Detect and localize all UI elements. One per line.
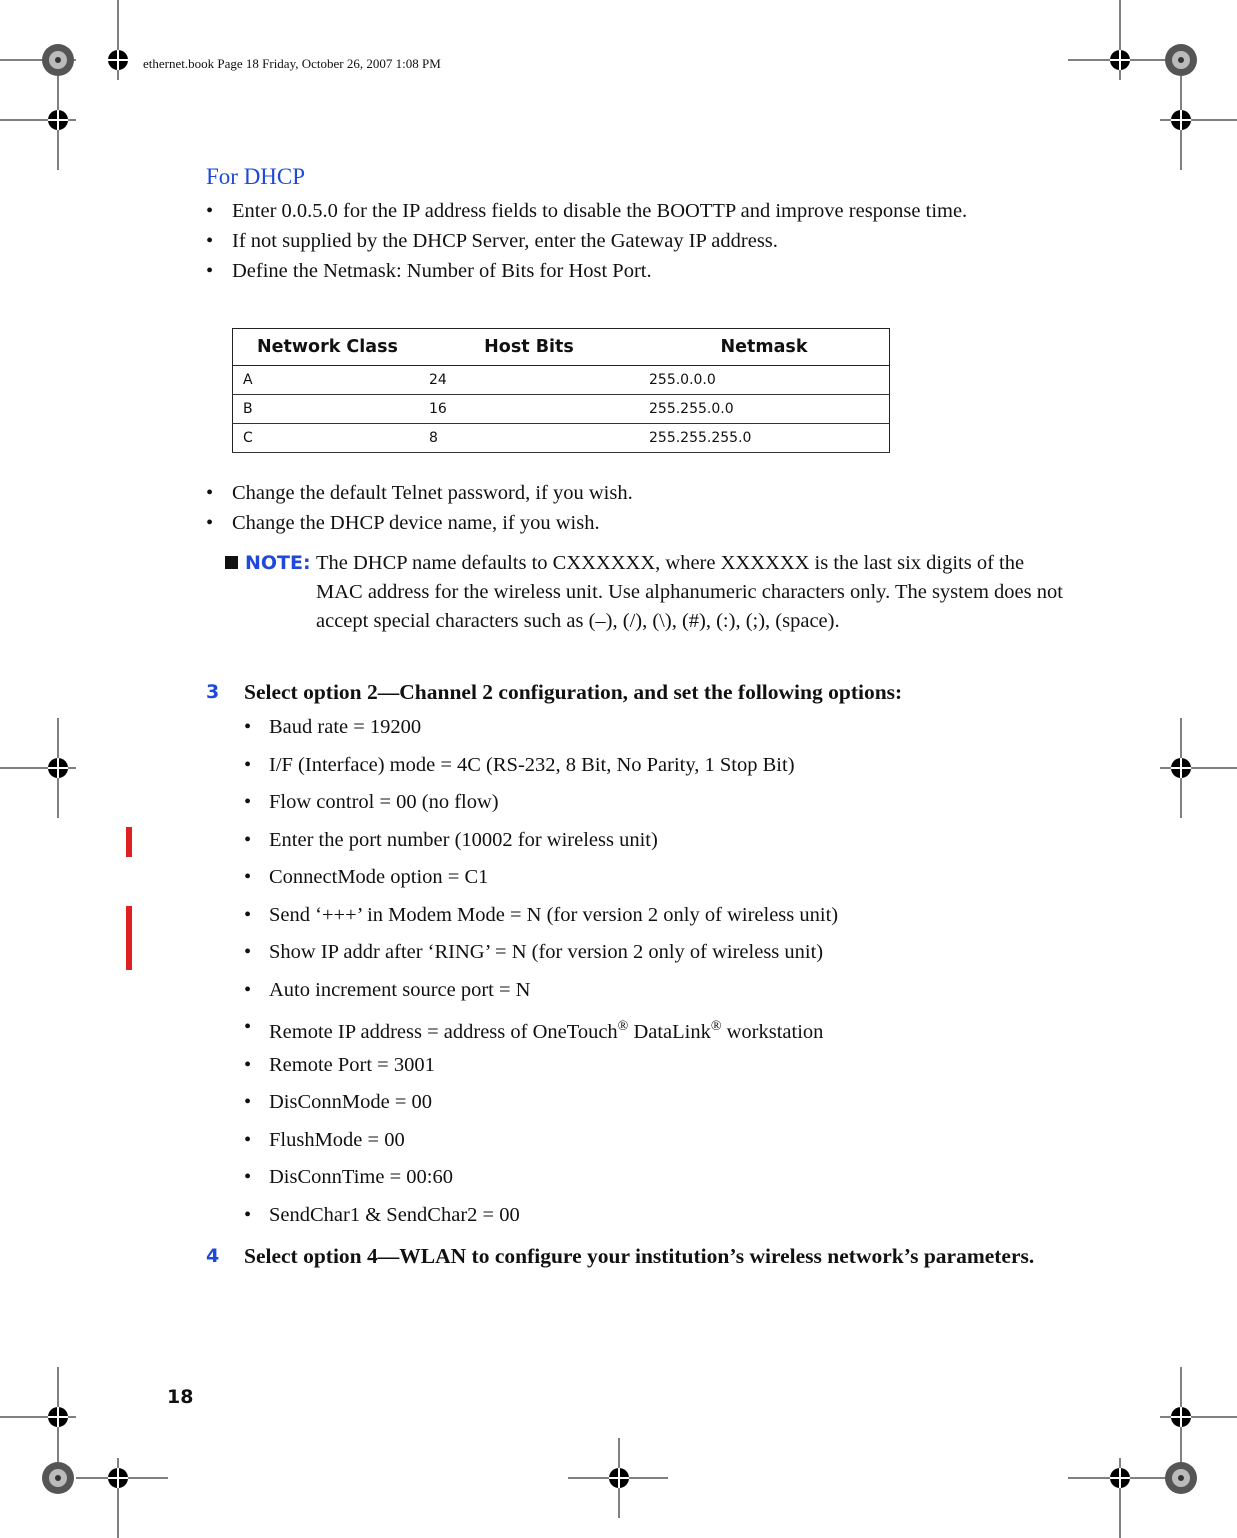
table-row — [233, 366, 890, 395]
option-item: • ConnectMode option = C1 — [244, 862, 1064, 900]
dhcp-bullet-list — [206, 196, 1066, 286]
bullet-item: • Enter 0.0.5.0 for the IP address fields to disable the BOOTTP and improve response time. — [206, 196, 1066, 226]
bullet-item: • Define the Netmask: Number of Bits for Host Port. — [206, 256, 1066, 286]
change-bar — [126, 906, 132, 970]
note-label: NOTE: — [245, 552, 311, 574]
remote-ip-suffix: workstation — [721, 1020, 824, 1043]
cell-network-class: B — [233, 395, 420, 424]
table-header-row — [233, 329, 890, 366]
print-header-stamp: ethernet.book Page 18 Friday, October 26, 2007 1:08 PM — [143, 56, 441, 71]
step-text: Select option 2—Channel 2 configuration, and set the following options: — [244, 680, 903, 704]
remote-ip-middle: DataLink — [628, 1020, 711, 1043]
option-item: • SendChar1 & SendChar2 = 00 — [244, 1200, 1064, 1238]
netmask-table — [232, 328, 890, 453]
cell-host-bits: 8 — [419, 424, 639, 453]
option-item: • Auto increment source port = N — [244, 975, 1064, 1013]
step-number: 3 — [206, 681, 220, 703]
note-block — [225, 549, 1075, 636]
table-row — [233, 424, 890, 453]
step-3 — [206, 679, 1066, 706]
page-number: 18 — [167, 1386, 194, 1408]
option-item: • Remote Port = 3001 — [244, 1050, 1064, 1088]
option-item: • Flow control = 00 (no flow) — [244, 787, 1064, 825]
cell-netmask: 255.0.0.0 — [639, 366, 890, 395]
cell-host-bits: 16 — [419, 395, 639, 424]
option-item: • DisConnMode = 00 — [244, 1087, 1064, 1125]
registered-mark: ® — [617, 1019, 629, 1034]
note-square-icon — [225, 556, 238, 569]
option-item: • Show IP addr after ‘RING’ = N (for version 2 only of wireless unit) — [244, 937, 1064, 975]
option-item: • I/F (Interface) mode = 4C (RS-232, 8 Bit, No Parity, 1 Stop Bit) — [244, 750, 1064, 788]
cell-host-bits: 24 — [419, 366, 639, 395]
remote-ip-prefix: Remote IP address = address of OneTouch — [269, 1020, 618, 1043]
cell-netmask: 255.255.255.0 — [639, 424, 890, 453]
cell-network-class: C — [233, 424, 420, 453]
step-4 — [206, 1243, 1066, 1270]
channel-2-options-list — [244, 712, 1064, 1237]
option-item-remote-ip — [244, 1012, 1064, 1050]
bullet-item: • Change the default Telnet password, if you wish. — [206, 478, 1066, 508]
option-item: • Send ‘+++’ in Modem Mode = N (for version 2 only of wireless unit) — [244, 900, 1064, 938]
option-item: • FlushMode = 00 — [244, 1125, 1064, 1163]
cell-netmask: 255.255.0.0 — [639, 395, 890, 424]
table-row — [233, 395, 890, 424]
header-host-bits: Host Bits — [419, 329, 639, 366]
step-text: Select option 4—WLAN to configure your institution’s wireless network’s parameters. — [244, 1244, 1035, 1268]
bullet-item: • If not supplied by the DHCP Server, enter the Gateway IP address. — [206, 226, 1066, 256]
change-bar — [126, 827, 132, 857]
header-netmask: Netmask — [639, 329, 890, 366]
option-item: • Enter the port number (10002 for wireless unit) — [244, 825, 1064, 863]
note-text: The DHCP name defaults to CXXXXXX, where XXXXXX is the last six digits of the MAC address for the wireless unit. Use alphanumeric characters only. The system does not accept special characters such as (–), (/), (\), (#), (:), (;), (space). — [316, 552, 1063, 632]
cell-network-class: A — [233, 366, 420, 395]
telnet-bullet-list — [206, 478, 1066, 538]
registered-mark: ® — [710, 1019, 722, 1034]
option-item: • Baud rate = 19200 — [244, 712, 1064, 750]
step-number: 4 — [206, 1245, 220, 1267]
bullet-item: • Change the DHCP device name, if you wish. — [206, 508, 1066, 538]
section-heading-for-dhcp: For DHCP — [206, 164, 306, 189]
header-network-class: Network Class — [233, 329, 420, 366]
option-item: • DisConnTime = 00:60 — [244, 1162, 1064, 1200]
